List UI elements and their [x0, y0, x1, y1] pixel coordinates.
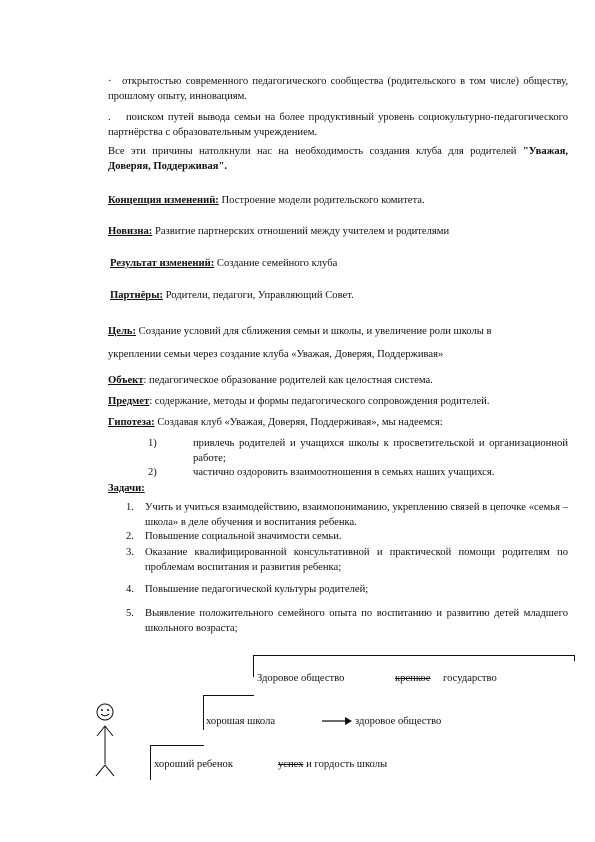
hypothesis-item	[108, 465, 568, 481]
stair-low-vertical	[150, 745, 151, 780]
bullet-period: .	[108, 112, 111, 123]
concept-line	[108, 193, 425, 208]
stair-step1-text-b: успех	[278, 759, 304, 770]
hypothesis-item-num: 2)	[148, 467, 157, 478]
novelty-label: Новизна:	[108, 226, 153, 237]
intro-item-1-text: открытостью современного педагогического сообщества (родительского в том числе) обществу, прошлому опыту, инновациям.	[108, 76, 568, 103]
object-label: Объект	[108, 375, 144, 386]
stair-top-vertical	[253, 655, 254, 677]
conclusion-text: Все эти причины натолкнули нас на необходимость создания клуба для родителей	[108, 146, 517, 157]
smiley-icon	[96, 703, 114, 721]
novelty-line	[108, 224, 449, 239]
result-line	[110, 256, 337, 271]
intro-item-2-text: поиском путей вывода семьи на более продуктивный уровень социокультурно-педагогического партнёрства с образовательным учреждением.	[108, 112, 568, 139]
club-name: "Уважая, Доверяя, Поддерживая".	[108, 146, 568, 173]
tasks-label: Задачи:	[108, 483, 145, 494]
stair-mid-horizontal	[203, 695, 254, 696]
stair-step2-text-a: хорошая школа	[206, 716, 276, 727]
task-text: Повышение педагогической культуры родителей;	[145, 584, 369, 595]
intro-conclusion	[108, 144, 568, 174]
task-text: Выявление положительного семейного опыта по воспитанию и развитию детей младшего школьного возраста;	[145, 608, 568, 635]
task-num: 4.	[126, 584, 134, 595]
stair-low-horizontal	[150, 745, 204, 746]
hypothesis-item-text: частично оздоровить взаимоотношения в семьях наших учащихся.	[193, 467, 495, 478]
concept-text: Построение модели родительского комитета.	[218, 195, 425, 206]
result-text: Создание семейного клуба	[214, 258, 338, 269]
partners-line	[110, 288, 354, 303]
hypothesis-item	[108, 436, 568, 468]
intro-item-2	[108, 110, 568, 140]
subject-line	[108, 394, 489, 409]
stair-step1-text-bc	[278, 757, 387, 772]
arrow-right-icon	[322, 715, 352, 727]
task-num: 3.	[126, 547, 134, 558]
task-num: 5.	[126, 608, 134, 619]
hypothesis-text: Создавая клуб «Уважая, Доверяя, Поддерживая», мы надеемся:	[154, 417, 443, 428]
subject-label: Предмет	[108, 396, 150, 407]
stair-top-horizontal	[253, 655, 575, 656]
task-num: 1.	[126, 502, 134, 513]
hypothesis-label: Гипотеза:	[108, 417, 155, 428]
stair-step3-text-a: Здоровое общество	[257, 673, 345, 684]
object-line	[108, 373, 433, 388]
task-text: Учить и учиться взаимодействию, взаимопониманию, укреплению связей в цепочке «семья – школа» в деле обучения и воспитания ребенка.	[145, 502, 568, 529]
bullet-dot: ·	[108, 76, 112, 87]
hypothesis-line	[108, 415, 443, 430]
task-text: Оказание квалифицированной консультативной и практической помощи родителям по проблемам воспитания и развития ребенка;	[145, 547, 568, 574]
goal-text: Создание условий для сближения семьи и школы, и увеличение роли школы в	[136, 326, 492, 337]
result-label: Результат изменений:	[110, 258, 215, 269]
object-text: : педагогическое образование родителей как целостная система.	[143, 375, 433, 386]
hypothesis-item-text: привлечь родителей и учащихся школы к просветительской и организационной работе;	[193, 438, 568, 465]
goal-line	[108, 324, 568, 339]
stair-top-right-tick	[574, 655, 575, 661]
partners-text: Родители, педагоги, Управляющий Совет.	[163, 290, 354, 301]
task-num: 2.	[126, 531, 134, 542]
hypothesis-item-num: 1)	[148, 438, 157, 449]
novelty-text: Развитие партнерских отношений между учителем и родителями	[152, 226, 450, 237]
stair-step3-text-b: крепкое	[395, 673, 431, 684]
concept-label: Концепция изменений:	[108, 195, 219, 206]
stair-mid-vertical	[203, 695, 204, 730]
stair-step1-text-a: хороший ребенок	[154, 759, 233, 770]
goal-line-2: укреплении семьи через создание клуба «Уважая, Доверяя, Поддерживая»	[108, 349, 444, 360]
intro-item-1	[108, 74, 568, 104]
stair-step2-text-b: здоровое общество	[355, 716, 442, 727]
stair-step3-text-c: государство	[443, 673, 497, 684]
goal-label: Цель:	[108, 326, 137, 337]
stair-step1-text-c: и гордость школы	[303, 759, 388, 770]
arrow-up-icon	[95, 724, 115, 766]
partners-label: Партнёры:	[110, 290, 163, 301]
task-text: Повышение социальной значимости семьи.	[145, 531, 342, 542]
subject-text: : содержание, методы и формы педагогического сопровождения родителей.	[149, 396, 490, 407]
chevron-up-icon	[94, 763, 116, 777]
